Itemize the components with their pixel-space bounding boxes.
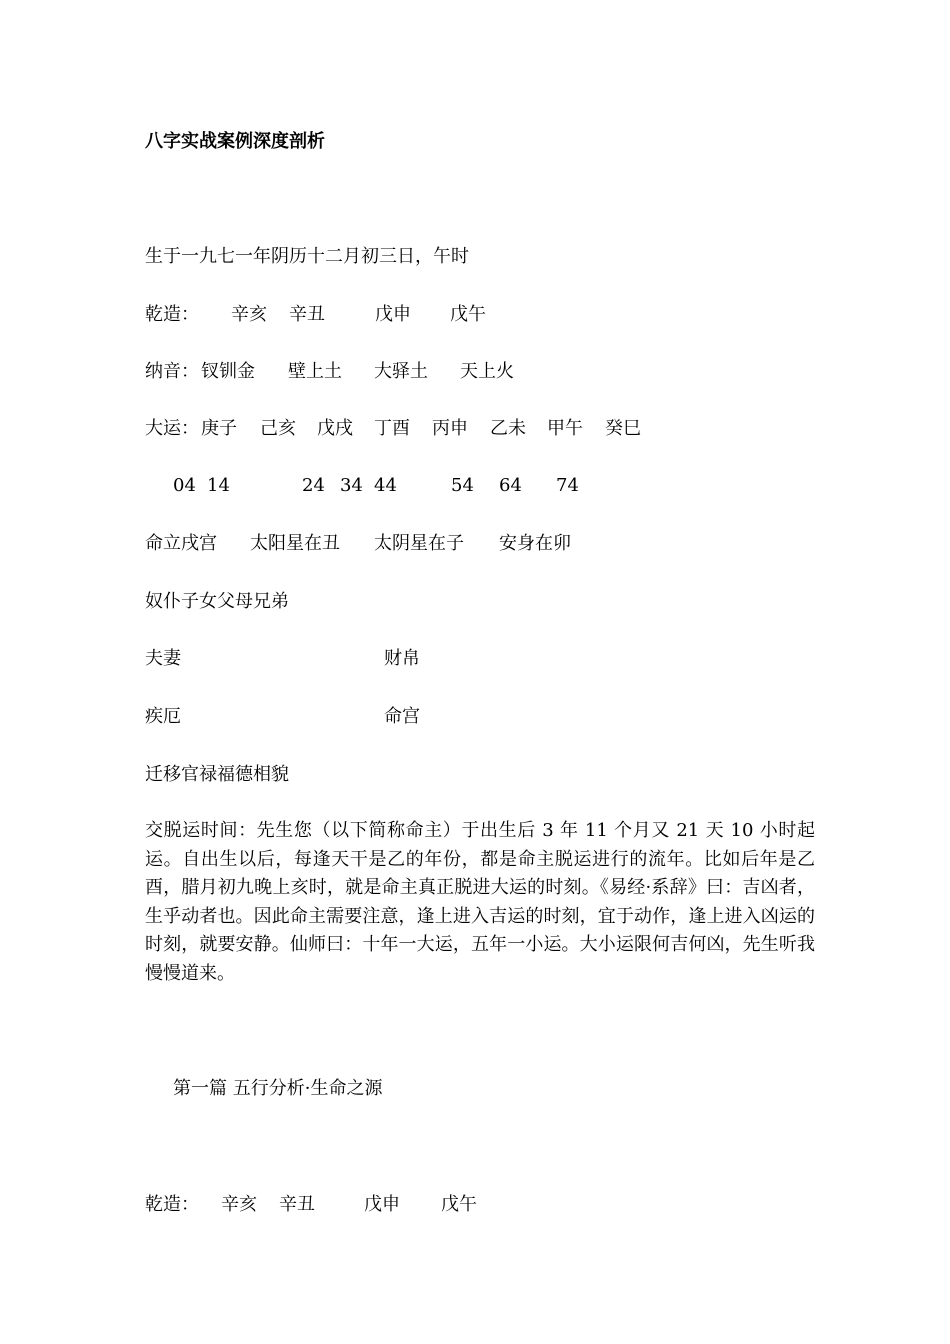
birth-line: 生于一九七一年阴历十二月初三日，午时: [145, 246, 469, 267]
pillar-year: 辛亥: [221, 1194, 257, 1215]
dayun-item: 庚子: [201, 418, 237, 439]
palace-item: 安身在卯: [499, 533, 571, 554]
qianzao-label: 乾造：: [145, 304, 199, 325]
nayin-item: 大驿土: [374, 361, 428, 382]
dayun-item: 乙未: [490, 418, 526, 439]
pillar-day: 戊申: [364, 1194, 400, 1215]
pillar-hour: 戊午: [450, 304, 486, 325]
dayun-item: 戊戌: [317, 418, 353, 439]
dayun-age: 14: [207, 475, 230, 496]
body-paragraph: 交脱运时间：先生您（以下简称命主）于出生后 3 年 11 个月又 21 天 10 小时起运。自出生以后，每逢天干是乙的年份，都是命主脱运进行的流年。比如后年是乙酉，腊月初九晚上亥时，就是命主真正脱进大运的时刻。《易经·系辞》曰：吉凶者，生乎动者也。因此命主需要注意，逢上进入吉运的时刻，宜于动作，逢上进入凶运的时刻，就要安静。仙师曰：十年一大运，五年一小运。大小运限何吉何凶，先生听我慢慢道来。: [145, 820, 815, 984]
dayun-age: 44: [374, 475, 397, 496]
chapter-heading: 第一篇 五行分析·生命之源: [173, 1078, 383, 1099]
dayun-age: 64: [499, 475, 522, 496]
qianzao-label: 乾造：: [145, 1194, 199, 1215]
nayin-item: 钗钏金: [201, 361, 255, 382]
chart-row-2: [145, 645, 845, 673]
dayun-item: 己亥: [260, 418, 296, 439]
palace-item: 太阳星在丑: [250, 533, 340, 554]
dayun-age: 74: [556, 475, 579, 496]
chart-row-4: 迁移官禄福德相貌: [145, 764, 289, 785]
nayin-label: 纳音：: [145, 361, 199, 382]
chart-cell: 疾厄: [145, 706, 181, 727]
pillar-month: 辛丑: [289, 304, 325, 325]
dayun-ages-line: [145, 472, 845, 500]
dayun-age: 54: [451, 475, 474, 496]
pillar-day: 戊申: [375, 304, 411, 325]
nayin-line: [145, 358, 845, 386]
chart-cell: 夫妻: [145, 648, 181, 669]
palace-item: 太阴星在子: [374, 533, 464, 554]
dayun-item: 癸巳: [605, 418, 641, 439]
nayin-item: 壁上土: [288, 361, 342, 382]
palace-line: [145, 530, 845, 558]
document-title: 八字实战案例深度剖析: [145, 131, 325, 152]
pillar-hour: 戊午: [441, 1194, 477, 1215]
dayun-age: 04: [173, 475, 196, 496]
chart-cell: 财帛: [384, 648, 420, 669]
dayun-item: 丙申: [432, 418, 468, 439]
chart-row-3: [145, 703, 845, 731]
dayun-item: 丁酉: [374, 418, 410, 439]
chart-row-1: 奴仆子女父母兄弟: [145, 591, 289, 612]
qianzao-line-2: [145, 1191, 845, 1219]
dayun-age: 34: [340, 475, 363, 496]
palace-item: 命立戌宫: [145, 533, 217, 554]
dayun-line: [145, 415, 845, 443]
dayun-item: 甲午: [547, 418, 583, 439]
qianzao-line: [145, 301, 845, 329]
pillar-year: 辛亥: [231, 304, 267, 325]
nayin-item: 天上火: [460, 361, 514, 382]
pillar-month: 辛丑: [279, 1194, 315, 1215]
chart-cell: 命宫: [384, 706, 420, 727]
dayun-label: 大运：: [145, 418, 199, 439]
dayun-age: 24: [302, 475, 325, 496]
